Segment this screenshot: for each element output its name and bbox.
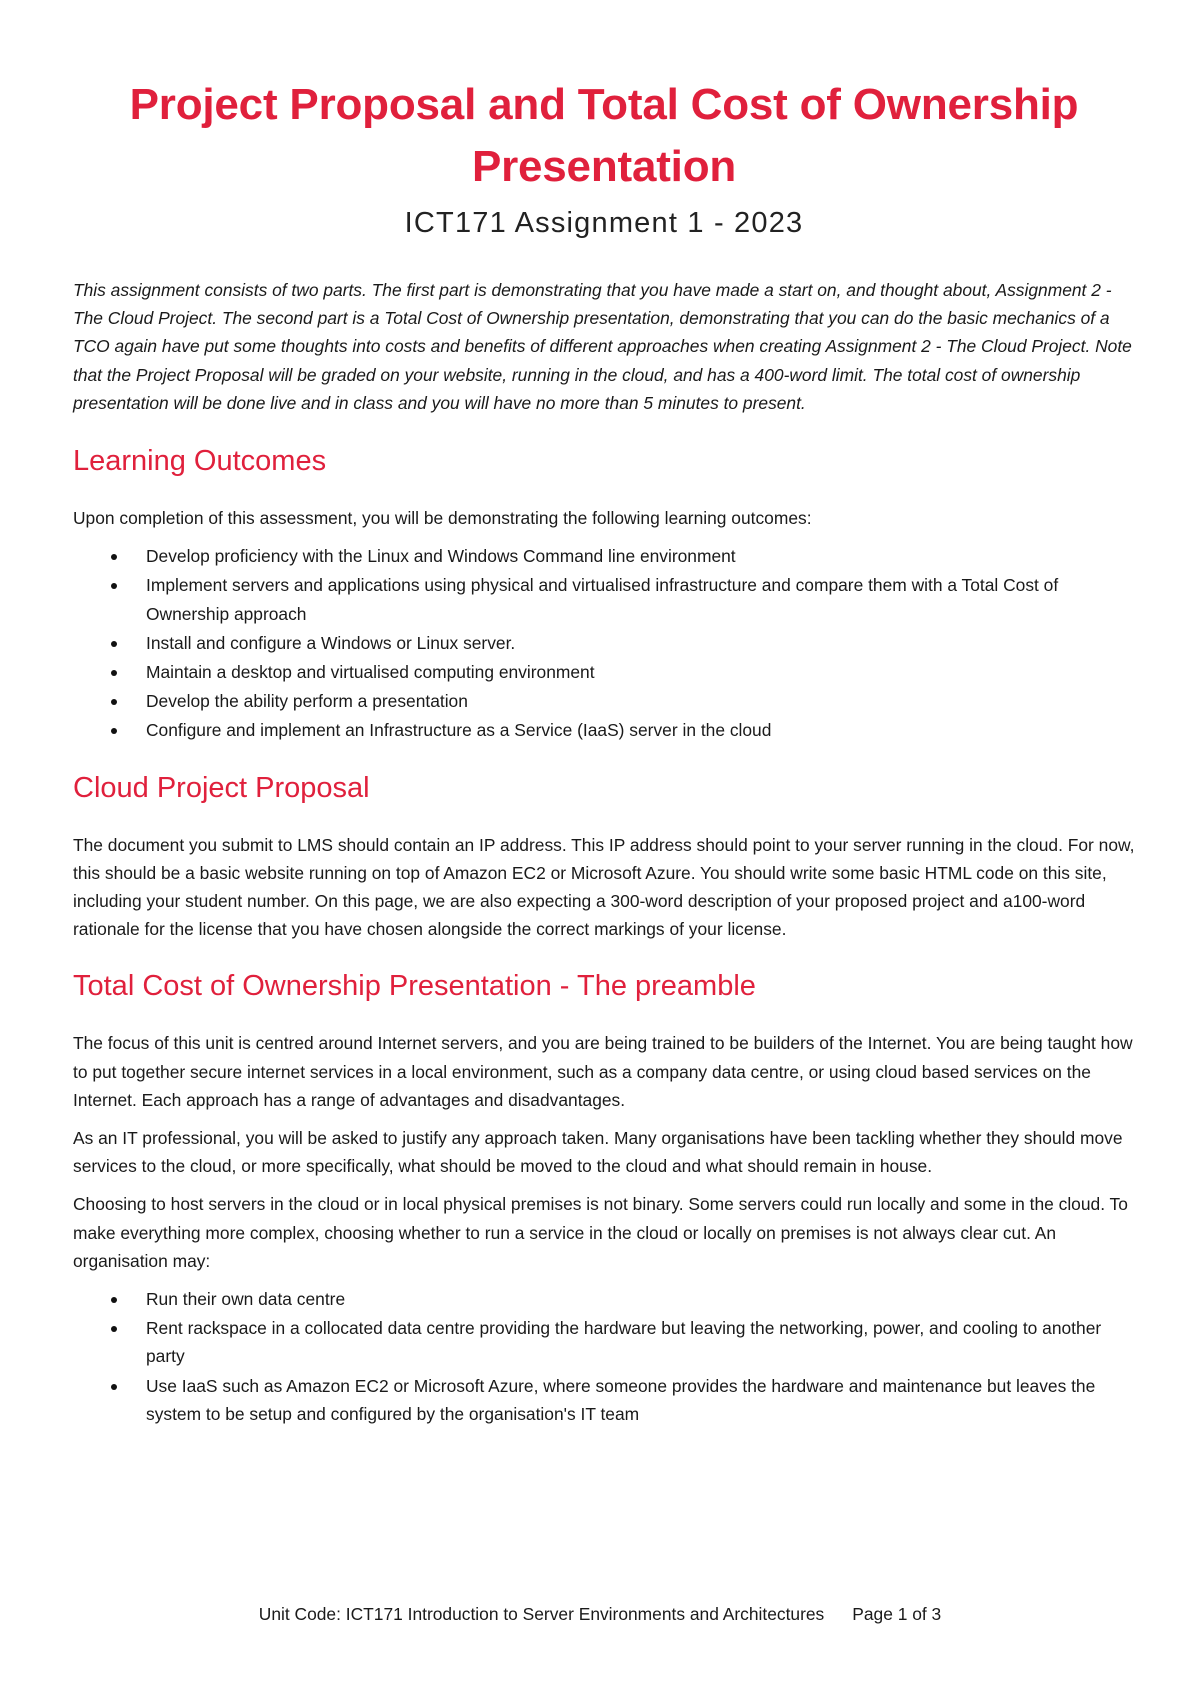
- list-item-text: Run their own data centre: [146, 1289, 346, 1310]
- list-item: [73, 629, 1135, 657]
- list-item: [73, 1372, 1135, 1428]
- footer-unit-code: Unit Code: ICT171 Introduction to Server Environments and Architectures: [258, 1604, 825, 1624]
- page-title: Project Proposal and Total Cost of Ownership Presentation: [129, 80, 1079, 191]
- list-item-text: Implement servers and applications using physical and virtualised infrastructure and compare them with a Total Cost of Ownership approach: [146, 575, 1059, 624]
- learning-outcomes-lead: Upon completion of this assessment, you will be demonstrating the following learning outcomes:: [73, 508, 812, 529]
- list-item-text: Install and configure a Windows or Linux server.: [146, 632, 516, 653]
- list-item: [73, 1285, 1135, 1313]
- bullet-icon: [111, 1384, 117, 1390]
- list-item: [73, 571, 1135, 627]
- bullet-icon: [111, 728, 117, 734]
- tco-paragraph-1: The focus of this unit is centred around Internet servers, and you are being trained to be builders of the Internet. You are being taught how to put together secure internet services in a local environment, such as a company data centre, or using cloud based services on the Internet. Each approach has a range of advantages and disadvantages.: [73, 1033, 1133, 1110]
- tco-paragraph-2: As an IT professional, you will be asked to justify any approach taken. Many organisations have been tackling whether they should move services to the cloud, or more specifically, what should be moved to the cloud and what should remain in house.: [73, 1128, 1123, 1177]
- page-footer: [0, 1602, 1200, 1626]
- bullet-icon: [111, 699, 117, 705]
- list-item-text: Use IaaS such as Amazon EC2 or Microsoft Azure, where someone provides the hardware and maintenance but leaves the system to be setup and configured by the organisation's IT team: [146, 1375, 1096, 1424]
- list-item-text: Maintain a desktop and virtualised computing environment: [146, 662, 595, 683]
- list-item-text: Configure and implement an Infrastructure as a Service (IaaS) server in the cloud: [146, 720, 772, 741]
- list-item-text: Rent rackspace in a collocated data centre providing the hardware but leaving the networking, power, and cooling to another party: [146, 1318, 1102, 1367]
- tco-heading: Total Cost of Ownership Presentation - The preamble: [73, 970, 756, 1003]
- list-item-text: Develop proficiency with the Linux and Windows Command line environment: [146, 546, 736, 567]
- cloud-project-heading: Cloud Project Proposal: [73, 771, 370, 804]
- tco-paragraph-3: Choosing to host servers in the cloud or in local physical premises is not binary. Some servers could run locally and some in the cloud. To make everything more complex, choosing whether to run a service in the cloud or locally on premises is not always clear cut. An organisation may:: [73, 1194, 1128, 1271]
- bullet-icon: [111, 670, 117, 676]
- bullet-icon: [111, 1326, 117, 1332]
- page-content: [73, 74, 1135, 1429]
- list-item: [73, 687, 1135, 715]
- bullet-icon: [111, 1297, 117, 1303]
- list-item-text: Develop the ability perform a presentation: [146, 691, 468, 712]
- list-item: [73, 716, 1135, 744]
- bullet-icon: [111, 554, 117, 560]
- cloud-project-paragraph: The document you submit to LMS should contain an IP address. This IP address should point to your server running in the cloud. For now, this should be a basic website running on top of Amazon EC2 or Microsoft Azure. You should write some basic HTML code on this site, including your student number. On this page, we are also expecting a 300-word description of your proposed project and a100-word rationale for the license that you have chosen alongside the correct markings of your license.: [73, 834, 1135, 940]
- learning-outcomes-list: [73, 542, 1135, 744]
- tco-options-list: [73, 1285, 1135, 1428]
- page-subtitle: ICT171 Assignment 1 - 2023: [404, 207, 804, 239]
- learning-outcomes-heading: Learning Outcomes: [73, 445, 327, 478]
- list-item: [73, 1314, 1135, 1370]
- bullet-icon: [111, 583, 117, 589]
- bullet-icon: [111, 641, 117, 647]
- intro-paragraph: This assignment consists of two parts. The first part is demonstrating that you have made a start on, and thought about, Assignment 2 - The Cloud Project. The second part is a Total Cost of Ownership presentation, demonstrating that you can do the basic mechanics of a TCO again have put some thoughts into costs and benefits of different approaches when creating Assignment 2 - The Cloud Project. Note that the Project Proposal will be graded on your website, running in the cloud, and has a 400-word limit. The total cost of ownership presentation will be done live and in class and you will have no more than 5 minutes to present.: [73, 280, 1132, 413]
- list-item: [73, 658, 1135, 686]
- list-item: [73, 542, 1135, 570]
- footer-page-number: Page 1 of 3: [852, 1604, 942, 1624]
